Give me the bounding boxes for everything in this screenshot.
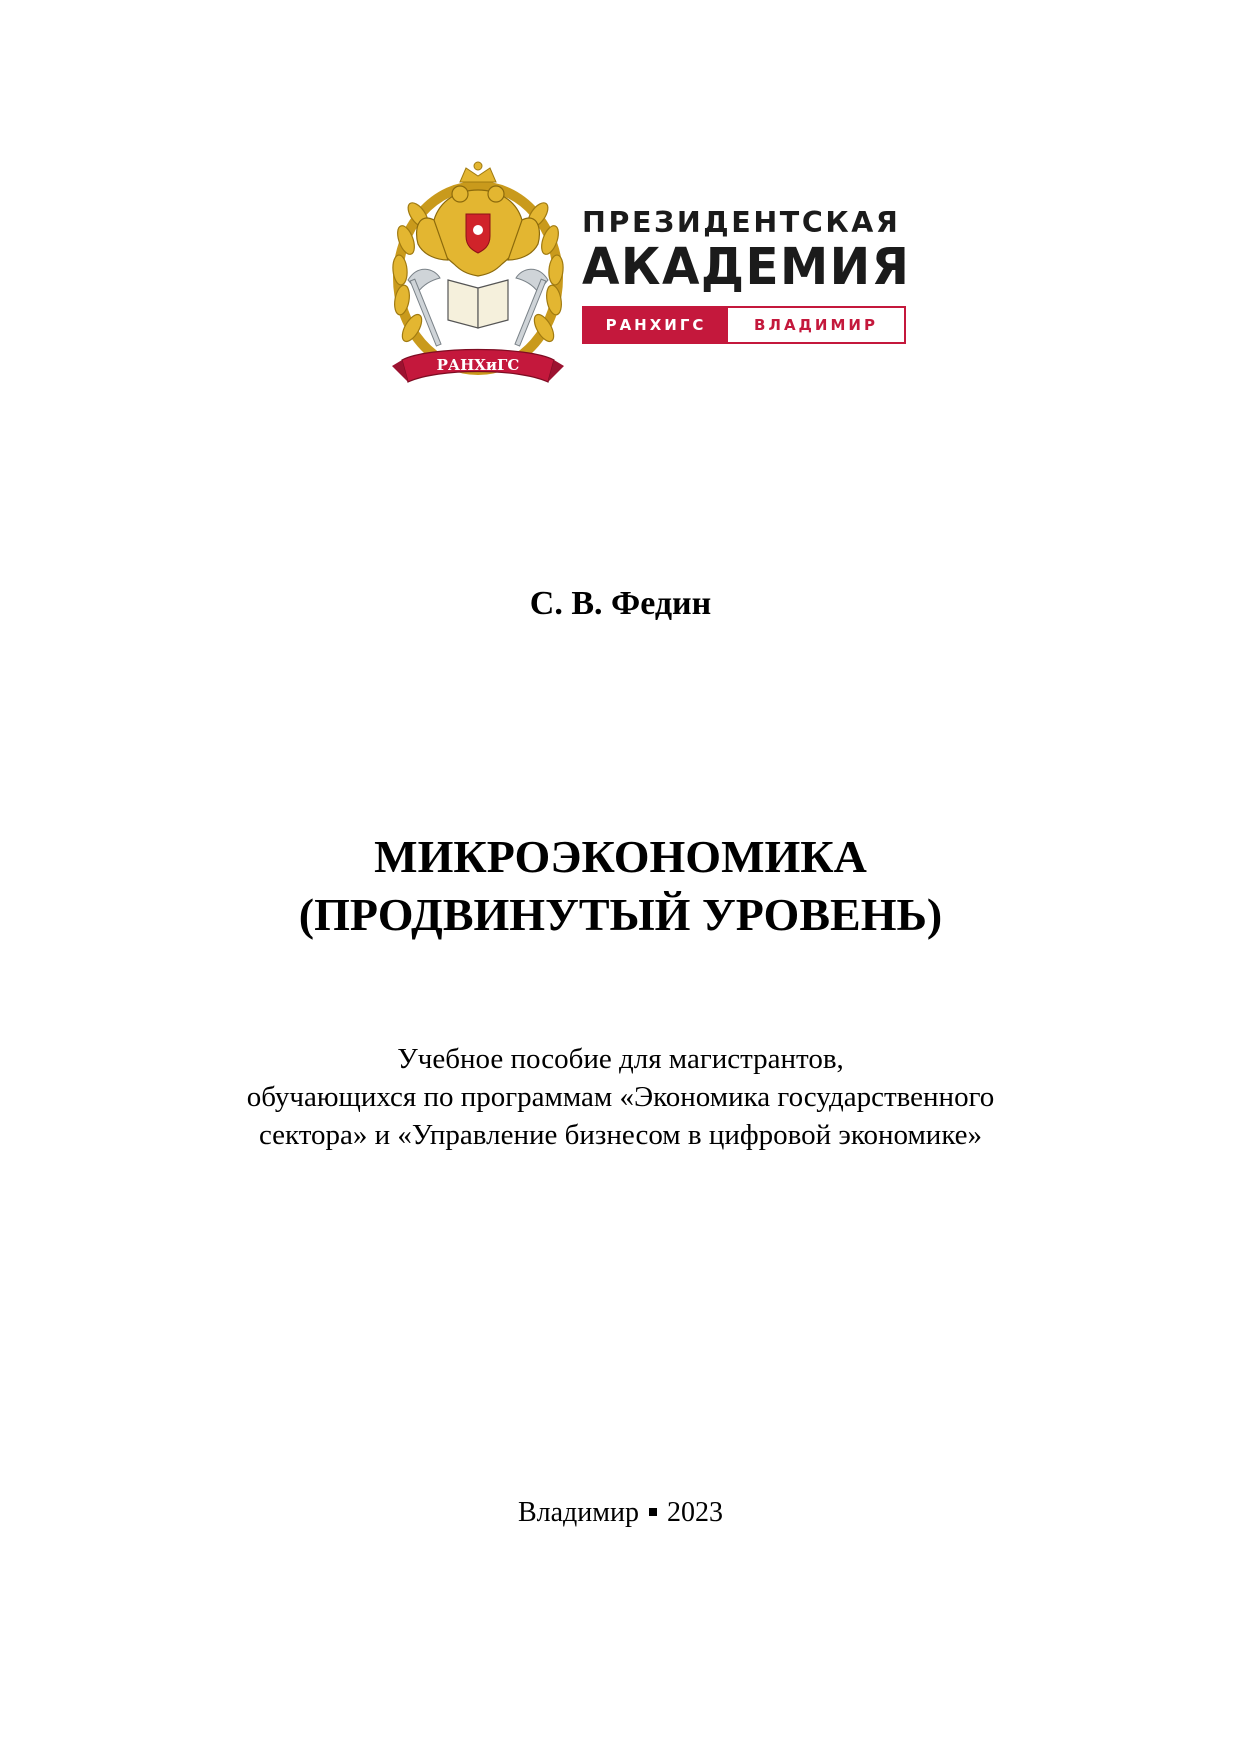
badge-city-label: ВЛАДИМИР bbox=[728, 308, 904, 342]
author-name: С. В. Федин bbox=[529, 585, 712, 622]
wordmark-line-2: АКАДЕМИЯ bbox=[582, 238, 911, 297]
separator-square-icon bbox=[649, 1508, 657, 1516]
academy-logo bbox=[388, 160, 918, 400]
emblem-ribbon-text: РАНХиГС bbox=[436, 356, 520, 374]
book-title bbox=[0, 828, 1241, 944]
subtitle-line-1: Учебное пособие для магистрантов, bbox=[397, 1043, 844, 1075]
wordmark-line-1: ПРЕЗИДЕНТСКАЯ bbox=[582, 206, 901, 239]
academy-wordmark bbox=[582, 206, 912, 344]
imprint-line bbox=[0, 1495, 1241, 1531]
imprint-year: 2023 bbox=[667, 1497, 723, 1528]
book-subtitle bbox=[0, 1040, 1241, 1154]
badge-org-label: РАНХИГС bbox=[584, 308, 728, 342]
subtitle-line-3: сектора» и «Управление бизнесом в цифровой экономике» bbox=[258, 1119, 983, 1151]
title-line-1: МИКРОЭКОНОМИКА bbox=[374, 831, 867, 882]
title-line-2: (ПРОДВИНУТЫЙ УРОВЕНЬ) bbox=[298, 889, 943, 940]
branch-badge bbox=[582, 306, 906, 344]
subtitle-line-2: обучающихся по программам «Экономика государственного bbox=[246, 1081, 995, 1113]
imprint-city: Владимир bbox=[517, 1497, 639, 1528]
academy-emblem-icon bbox=[388, 160, 568, 400]
